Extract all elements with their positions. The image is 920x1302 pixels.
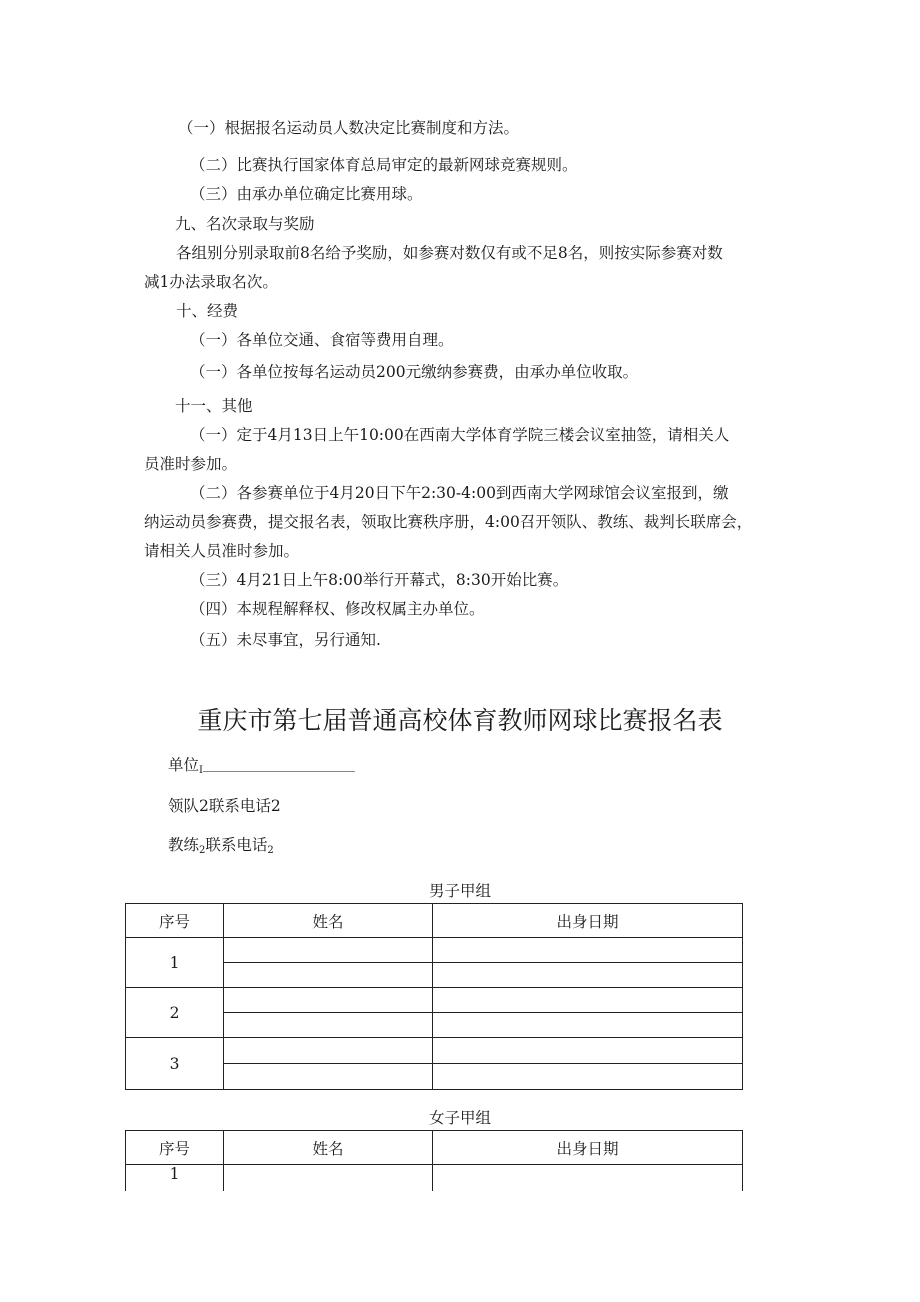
row-index: 1 (126, 1165, 224, 1191)
birthdate-cell[interactable] (433, 988, 743, 1013)
row-index: 1 (126, 938, 224, 988)
birthdate-cell[interactable] (433, 1165, 743, 1191)
birthdate-cell[interactable] (433, 1013, 743, 1038)
name-cell[interactable] (224, 1038, 433, 1064)
birthdate-cell[interactable] (433, 1064, 743, 1090)
section-heading: 十、经费 (176, 302, 239, 320)
birthdate-cell[interactable] (433, 963, 743, 988)
row-index: 2 (126, 988, 224, 1038)
name-cell[interactable] (224, 938, 433, 963)
header-name: 姓名 (224, 904, 433, 938)
paragraph-line: （五）未尽事宜，另行通知. (190, 631, 381, 649)
header-birthdate: 出身日期 (433, 904, 743, 938)
coach-phone-label: 联系电话 (205, 836, 268, 854)
header-name: 姓名 (224, 1131, 433, 1165)
paragraph-line: （一）各单位交通、食宿等费用自理。 (190, 331, 454, 349)
coach-field (168, 834, 274, 862)
leader-field (168, 795, 281, 817)
paragraph-line: （三）由承办单位确定比赛用球。 (190, 185, 423, 203)
table-caption-men: 男子甲组 (428, 882, 491, 900)
name-cell[interactable] (224, 963, 433, 988)
paragraph-line: 纳运动员参赛费，提交报名表，领取比赛秩序册，4:00召开领队、教练、裁判长联席会， (144, 513, 753, 531)
coach-label: 教练 (168, 836, 200, 854)
header-index: 序号 (126, 1131, 224, 1165)
paragraph-line: 员准时参加。 (144, 455, 238, 473)
name-cell[interactable] (224, 988, 433, 1013)
paragraph-line: 各组别分别录取前8名给予奖励，如参赛对数仅有或不足8名，则按实际参赛对数 (176, 244, 723, 262)
paragraph-line: （四）本规程解释权、修改权属主办单位。 (190, 600, 485, 618)
birthdate-cell[interactable] (433, 938, 743, 963)
table-caption-women: 女子甲组 (428, 1109, 491, 1127)
paragraph-line: （二）各参赛单位于4月20日下午2:30-4:00到西南大学网球馆会议室报到，缴 (190, 484, 729, 502)
section-heading: 九、名次录取与奖励 (175, 215, 315, 233)
unit-mark: I (199, 765, 203, 776)
coach-sub: 2 (199, 845, 206, 856)
form-title: 重庆市第七届普通高校体育教师网球比赛报名表 (197, 706, 723, 735)
unit-label: 单位 (168, 756, 200, 774)
unit-field (168, 754, 355, 782)
coach-phone-sub: 2 (267, 845, 274, 856)
paragraph-line: 请相关人员准时参加。 (144, 542, 300, 560)
paragraph-line: （一）根据报名运动员人数决定比赛制度和方法。 (178, 119, 520, 137)
registration-table-men (125, 903, 743, 1090)
header-index: 序号 (126, 904, 224, 938)
unit-input-line[interactable] (203, 757, 355, 772)
row-index: 3 (126, 1038, 224, 1090)
header-birthdate: 出身日期 (433, 1131, 743, 1165)
birthdate-cell[interactable] (433, 1038, 743, 1064)
registration-table-women (125, 1130, 743, 1191)
name-cell[interactable] (224, 1064, 433, 1090)
paragraph-line: （一）各单位按每名运动员200元缴纳参赛费，由承办单位收取。 (190, 363, 639, 381)
paragraph-line: 减1办法录取名次。 (144, 273, 278, 291)
leader-label: 领队2联系电话2 (168, 797, 281, 815)
name-cell[interactable] (224, 1165, 433, 1191)
section-heading: 十一、其他 (175, 397, 253, 415)
paragraph-line: （二）比赛执行国家体育总局审定的最新网球竞赛规则。 (190, 156, 578, 174)
paragraph-line: （一）定于4月13日上午10:00在西南大学体育学院三楼会议室抽签，请相关人 (190, 426, 730, 444)
paragraph-line: （三）4月21日上午8:00举行开幕式，8:30开始比赛。 (190, 571, 569, 589)
name-cell[interactable] (224, 1013, 433, 1038)
